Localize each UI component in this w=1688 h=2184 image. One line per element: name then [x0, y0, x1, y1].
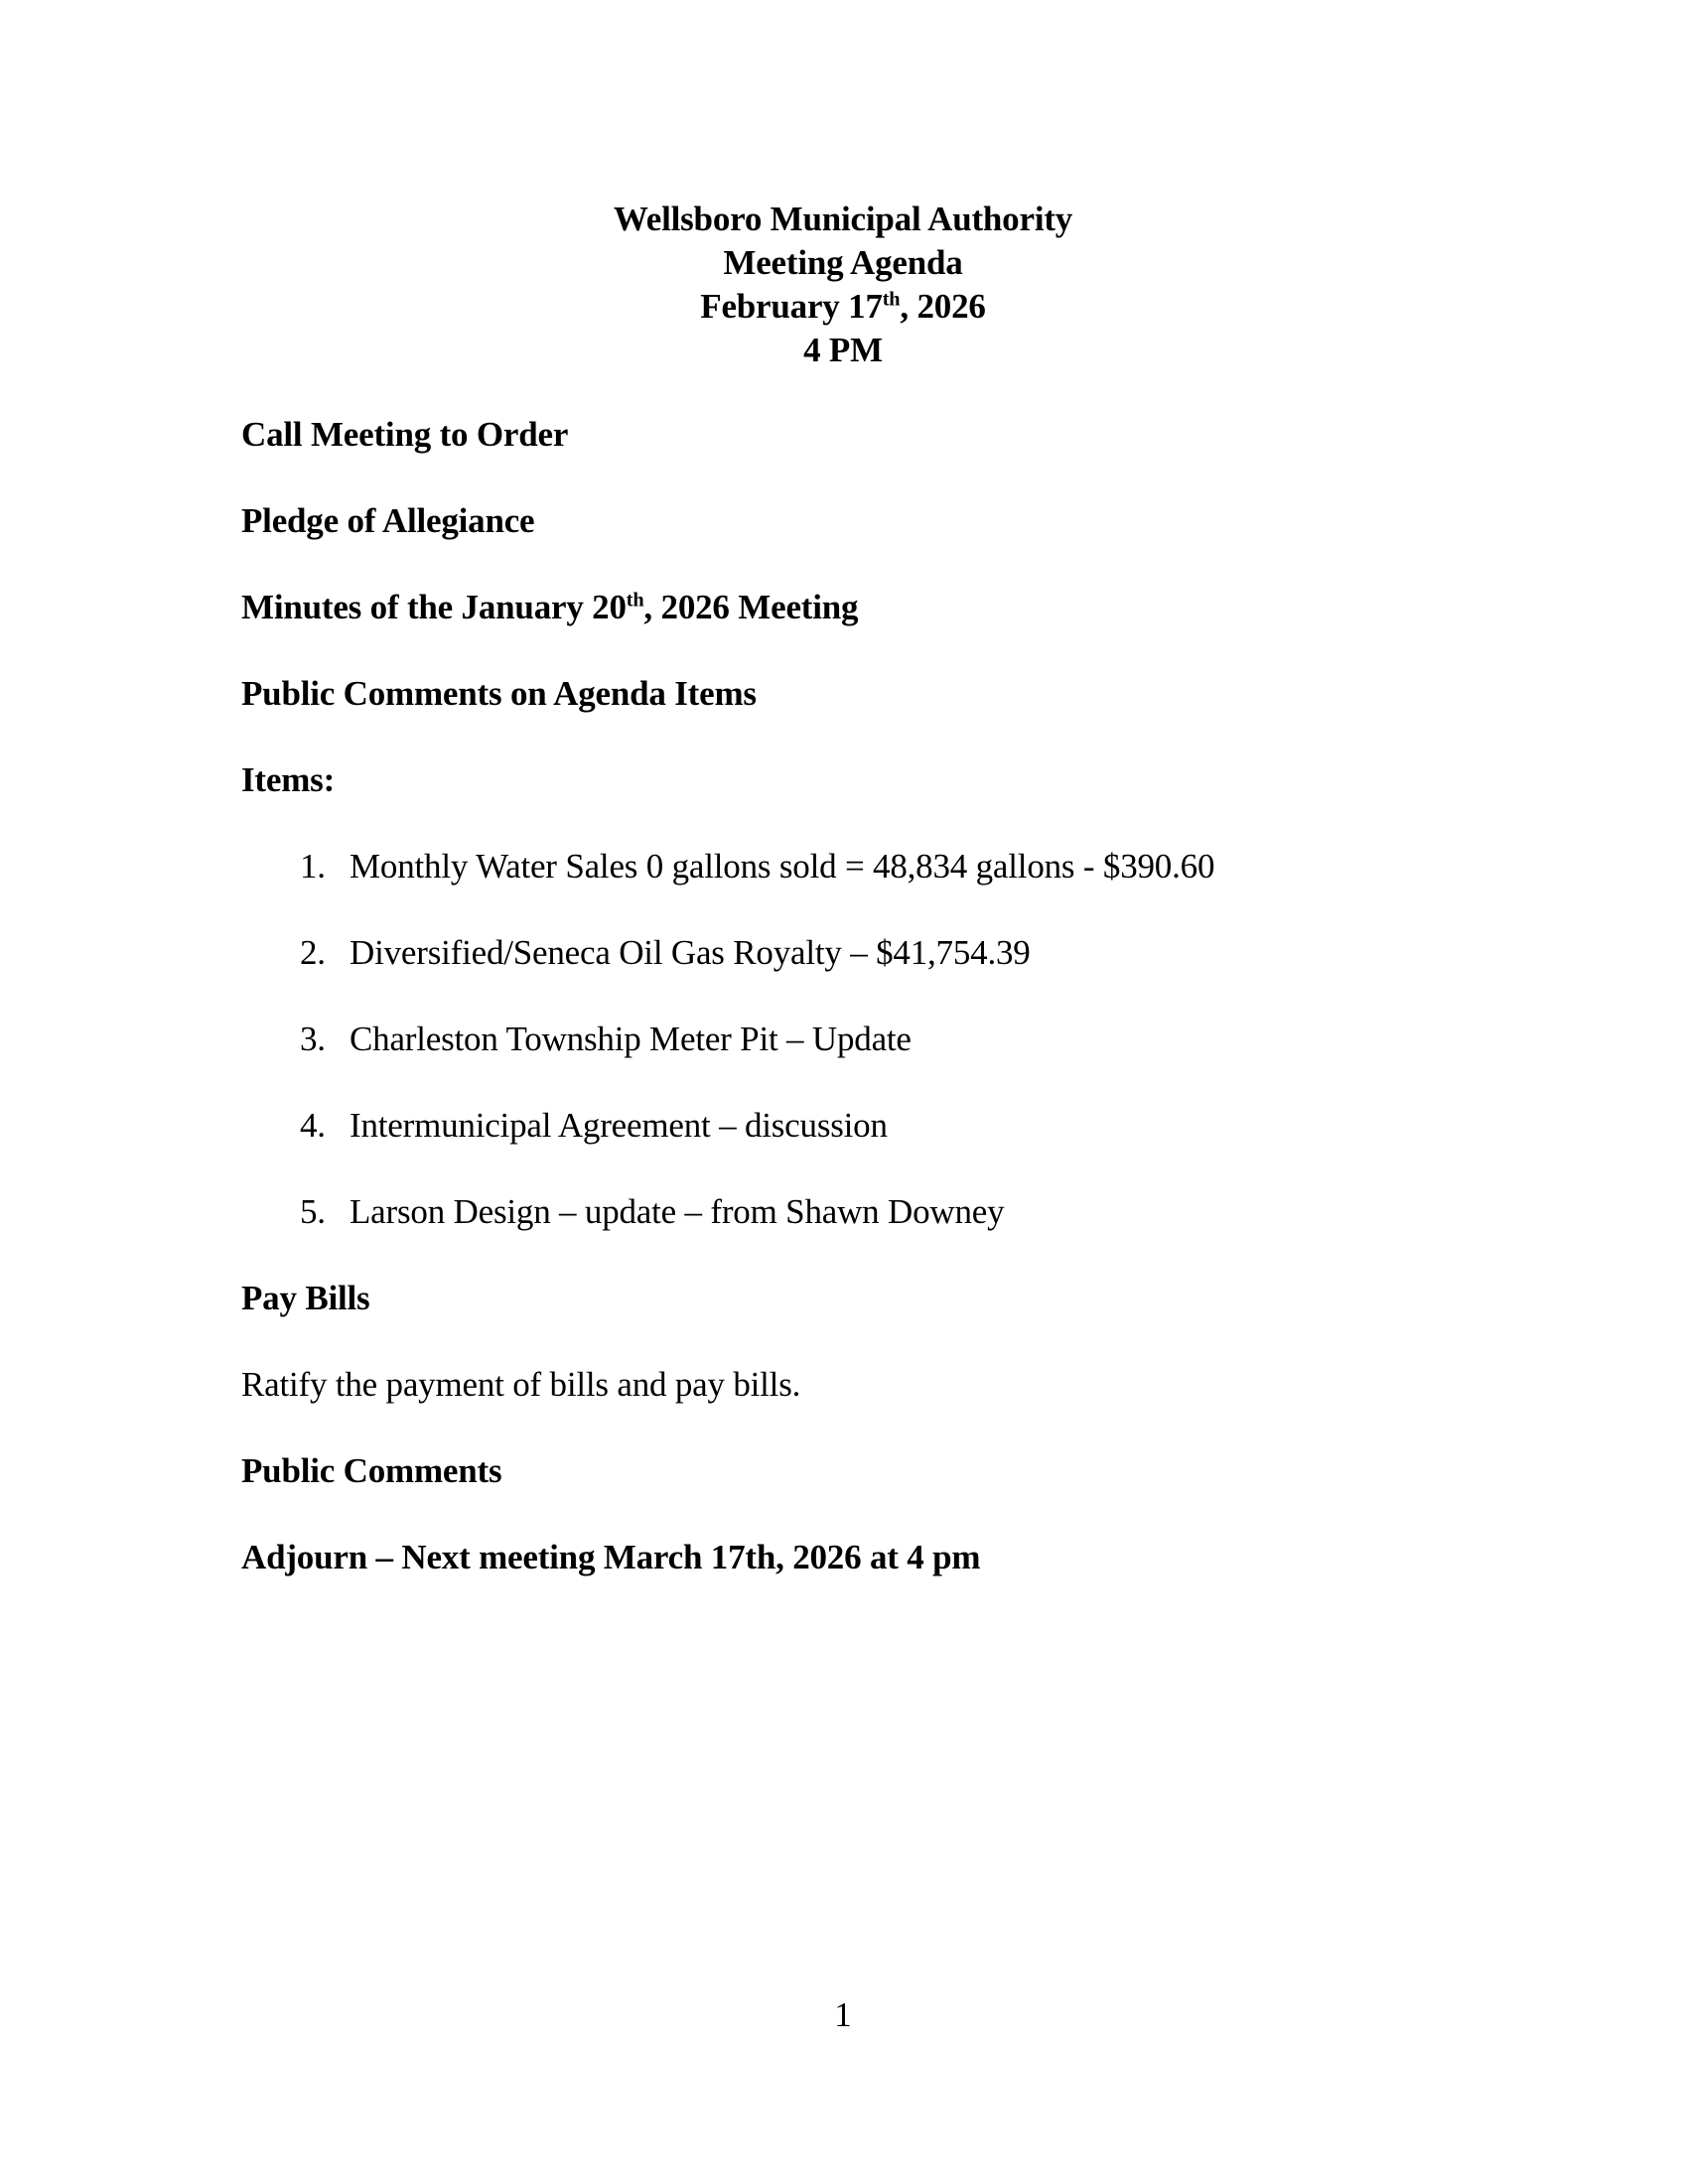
text-segment: 4 PM	[803, 331, 883, 369]
agenda-list-item	[241, 1104, 1492, 1148]
block-text	[241, 760, 335, 799]
text-segment: Ratify the payment of bills and pay bills.	[241, 1365, 801, 1404]
title-line	[241, 198, 1445, 241]
list-item-number: 2.	[300, 933, 326, 972]
title-line	[241, 241, 1445, 285]
block-text	[241, 588, 858, 626]
agenda-heading	[241, 1536, 1492, 1579]
agenda-list-item	[241, 845, 1492, 888]
text-segment: Monthly Water Sales 0 gallons sold = 48,834 gallons - $390.60	[350, 847, 1215, 886]
text-segment: Public Comments	[241, 1451, 502, 1490]
text-segment: Pay Bills	[241, 1279, 370, 1317]
superscript-text: th	[626, 589, 644, 612]
agenda-heading	[241, 1449, 1492, 1493]
superscript-text: th	[882, 288, 901, 311]
block-text	[350, 1192, 1004, 1231]
text-segment: Intermunicipal Agreement – discussion	[350, 1106, 888, 1145]
text-segment: February 17	[700, 287, 883, 326]
list-item-number: 5.	[300, 1192, 326, 1231]
block-text	[350, 1106, 888, 1145]
block-text	[241, 1279, 369, 1317]
text-segment: Wellsboro Municipal Authority	[613, 200, 1073, 238]
agenda-heading	[241, 586, 1492, 629]
block-text	[241, 674, 757, 713]
text-segment: , 2026	[900, 287, 986, 326]
block-text	[241, 1365, 800, 1404]
agenda-heading	[241, 413, 1492, 457]
block-text	[350, 847, 1214, 886]
agenda-list-item	[241, 1018, 1492, 1061]
agenda-heading	[241, 672, 1492, 716]
text-segment: Public Comments on Agenda Items	[241, 674, 757, 713]
text-segment: Adjourn – Next meeting March 17th, 2026 at 4 pm	[241, 1538, 981, 1576]
agenda-list-item	[241, 1190, 1492, 1234]
title-line	[241, 285, 1445, 329]
list-item-number: 4.	[300, 1106, 326, 1145]
list-item-number: 3.	[300, 1020, 326, 1058]
agenda-paragraph	[241, 1363, 1492, 1407]
text-segment: Diversified/Seneca Oil Gas Royalty – $41,754.39	[350, 933, 1031, 972]
agenda-heading	[241, 758, 1492, 802]
text-segment: Pledge of Allegiance	[241, 501, 535, 540]
title-line	[241, 329, 1445, 372]
agenda-heading	[241, 1277, 1492, 1320]
block-text	[241, 1451, 501, 1490]
agenda-list-item	[241, 931, 1492, 975]
text-segment: Meeting Agenda	[723, 243, 963, 282]
text-segment: Charleston Township Meter Pit – Update	[350, 1020, 912, 1058]
page-number: 1	[834, 1995, 852, 2034]
text-segment: Call Meeting to Order	[241, 415, 569, 454]
block-text	[350, 933, 1031, 972]
document-title-block	[241, 198, 1445, 372]
list-item-number: 1.	[300, 847, 326, 886]
block-text	[241, 1538, 980, 1576]
text-segment: Larson Design – update – from Shawn Downey	[350, 1192, 1005, 1231]
agenda-heading	[241, 499, 1492, 543]
text-segment: , 2026 Meeting	[643, 588, 859, 626]
block-text	[241, 415, 568, 454]
block-text	[241, 501, 534, 540]
text-segment: Items:	[241, 760, 336, 799]
block-text	[350, 1020, 912, 1058]
text-segment: Minutes of the January 20	[241, 588, 627, 626]
agenda-body	[241, 413, 1492, 1622]
